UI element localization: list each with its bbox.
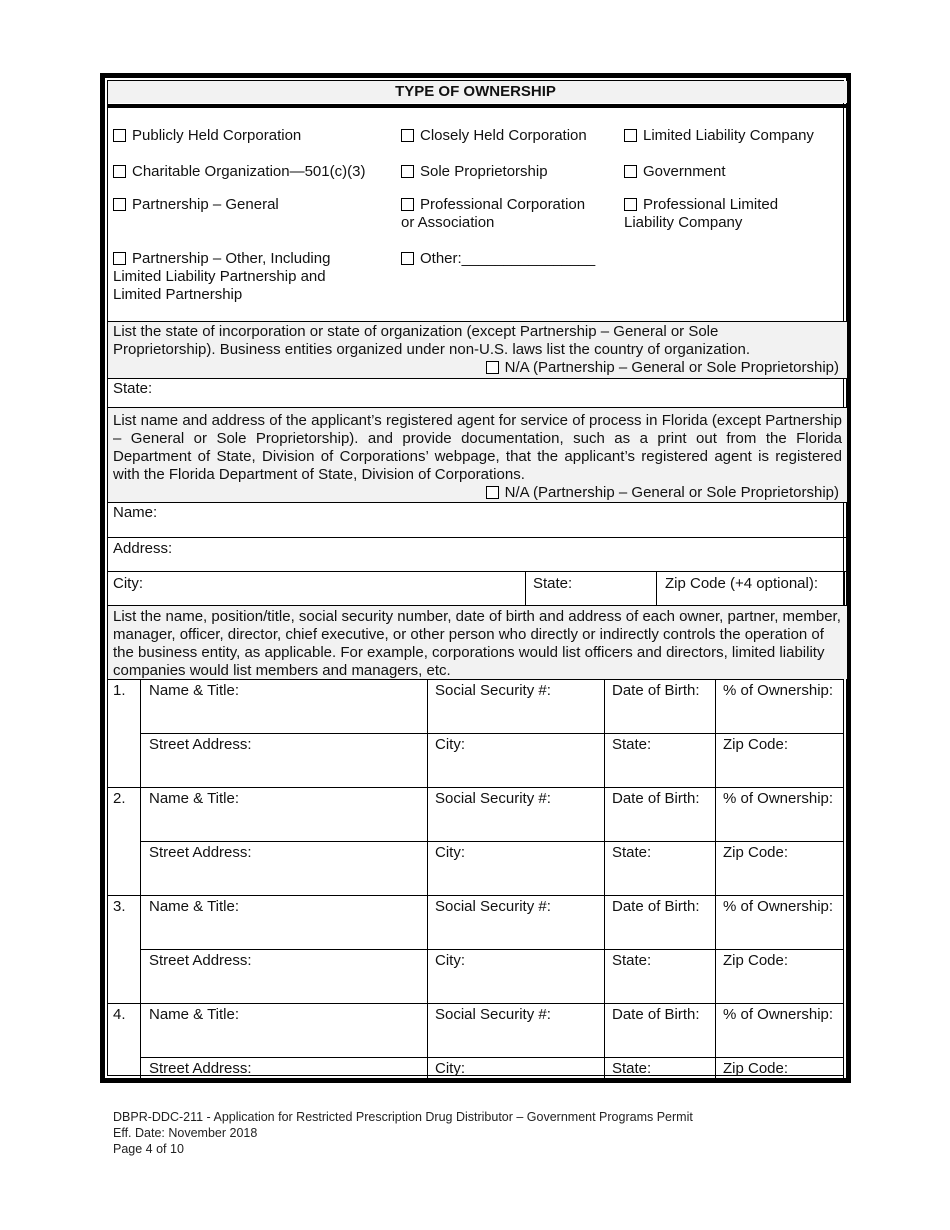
- divider: [140, 1057, 844, 1058]
- divider: [525, 571, 526, 605]
- agent-state-field[interactable]: [583, 573, 648, 601]
- divider: [715, 679, 716, 1080]
- owner-street-label: Street Address:: [149, 952, 252, 969]
- divider: [844, 571, 845, 605]
- incorporation-instructions: List the state of incorporation or state of organization (except Partnership – General or Sole Proprietorship). Business entities organized under non-U.S. laws list the country of organization.: [113, 323, 750, 358]
- incorporation-state-field[interactable]: [168, 379, 838, 399]
- agent-state-label: State:: [533, 575, 573, 592]
- divider: [108, 1003, 844, 1004]
- owner-ssn-label: Social Security #:: [435, 790, 551, 807]
- agent-address-label: Address:: [113, 540, 173, 557]
- owner-street-label: Street Address:: [149, 1060, 252, 1077]
- owner-street-label: Street Address:: [149, 736, 252, 753]
- option-publicly-held[interactable]: Publicly Held Corporation: [113, 127, 301, 145]
- option-llc[interactable]: Limited Liability Company: [624, 127, 814, 145]
- option-professional-corp-line2: or Association: [401, 214, 495, 231]
- owner-city-label: City:: [435, 952, 465, 969]
- owner-ownership-label: % of Ownership:: [723, 790, 834, 807]
- option-other[interactable]: Other:________________: [401, 250, 595, 268]
- owner-city-label: City:: [435, 844, 465, 861]
- owner-state-label: State:: [612, 736, 652, 753]
- footer-eff-date: Eff. Date: November 2018: [113, 1126, 258, 1140]
- owner-ownership-label: % of Ownership:: [723, 682, 834, 699]
- option-partnership-other-line3: Limited Partnership: [113, 286, 243, 303]
- divider: [108, 679, 844, 680]
- footer-form-id: DBPR-DDC-211 - Application for Restricted Prescription Drug Distributor – Government Programs Permit: [113, 1110, 693, 1124]
- owner-zip-label: Zip Code:: [723, 844, 789, 861]
- checkbox-icon[interactable]: [113, 252, 126, 265]
- owner-ssn-label: Social Security #:: [435, 898, 551, 915]
- owners-instructions: List the name, position/title, social security number, date of birth and address of each owner, partner, member, manager, officer, director, chief executive, or other person who directly or indirectly controls the operation of the business entity, as applicable. For example, corporations would list officers and directors, limited liability companies would list members and managers, etc.: [113, 608, 841, 679]
- divider: [108, 537, 847, 538]
- footer-page-number: Page 4 of 10: [113, 1142, 184, 1156]
- divider: [140, 733, 844, 734]
- title-divider: [108, 104, 847, 108]
- agent-zip-label: Zip Code (+4 optional):: [665, 575, 819, 592]
- checkbox-icon[interactable]: [624, 129, 637, 142]
- owner-ssn-label: Social Security #:: [435, 1006, 551, 1023]
- owner-city-label: City:: [435, 1060, 465, 1077]
- owner-dob-label: Date of Birth:: [612, 898, 700, 915]
- checkbox-icon[interactable]: [113, 198, 126, 211]
- owner-ssn-label: Social Security #:: [435, 682, 551, 699]
- agent-address-field[interactable]: [183, 539, 838, 569]
- divider: [604, 679, 605, 1080]
- option-professional-corp[interactable]: Professional Corporation: [401, 196, 585, 214]
- checkbox-icon[interactable]: [113, 165, 126, 178]
- incorporation-na-option[interactable]: N/A (Partnership – General or Sole Proprietorship): [486, 359, 839, 377]
- divider: [140, 949, 844, 950]
- agent-na-option[interactable]: N/A (Partnership – General or Sole Proprietorship): [486, 484, 839, 502]
- owner-number: 2.: [113, 790, 126, 807]
- option-professional-llc-line2: Liability Company: [624, 214, 743, 231]
- option-sole-proprietorship[interactable]: Sole Proprietorship: [401, 163, 548, 181]
- checkbox-icon[interactable]: [486, 361, 499, 374]
- divider: [427, 679, 428, 1080]
- checkbox-icon[interactable]: [113, 129, 126, 142]
- divider: [108, 895, 844, 896]
- option-partnership-other-line2: Limited Liability Partnership and: [113, 268, 326, 285]
- option-government[interactable]: Government: [624, 163, 726, 181]
- page-footer: [113, 1109, 693, 1157]
- owner-name-title-label: Name & Title:: [149, 682, 240, 699]
- owner-ownership-label: % of Ownership:: [723, 1006, 834, 1023]
- option-partnership-other[interactable]: Partnership – Other, Including: [113, 250, 330, 268]
- divider: [108, 787, 844, 788]
- divider: [843, 679, 844, 1080]
- option-partnership-general[interactable]: Partnership – General: [113, 196, 279, 214]
- checkbox-icon[interactable]: [486, 486, 499, 499]
- owner-ownership-label: % of Ownership:: [723, 898, 834, 915]
- owner-dob-label: Date of Birth:: [612, 790, 700, 807]
- checkbox-icon[interactable]: [401, 252, 414, 265]
- owner-number: 3.: [113, 898, 126, 915]
- divider: [140, 679, 141, 1080]
- divider: [108, 571, 847, 572]
- owner-number: 1.: [113, 682, 126, 699]
- checkbox-icon[interactable]: [624, 165, 637, 178]
- owner-dob-label: Date of Birth:: [612, 1006, 700, 1023]
- incorporation-state-label: State:: [113, 380, 153, 397]
- owner-name-title-label: Name & Title:: [149, 790, 240, 807]
- form-inner-border: [107, 80, 844, 1076]
- divider: [140, 841, 844, 842]
- checkbox-icon[interactable]: [401, 198, 414, 211]
- form-frame: [100, 73, 851, 1083]
- agent-city-label: City:: [113, 575, 143, 592]
- option-closely-held[interactable]: Closely Held Corporation: [401, 127, 587, 145]
- owner-zip-label: Zip Code:: [723, 1060, 789, 1077]
- agent-instructions: List name and address of the applicant’s registered agent for service of process in Florida (except Partnership – General or Sole Proprietorship). and provide documentation, such as a print out from the Florida Department of State, Division of Corporations’ webpage, that the applicant’s registered agent is registered with the Florida Department of State, Division of Corporations.: [113, 412, 842, 483]
- checkbox-icon[interactable]: [624, 198, 637, 211]
- owner-number: 4.: [113, 1006, 126, 1023]
- agent-name-label: Name:: [113, 504, 158, 521]
- checkbox-icon[interactable]: [401, 165, 414, 178]
- option-charitable[interactable]: Charitable Organization—501(c)(3): [113, 163, 365, 181]
- owner-street-label: Street Address:: [149, 844, 252, 861]
- section-title: TYPE OF OWNERSHIP: [395, 83, 556, 100]
- owner-state-label: State:: [612, 952, 652, 969]
- option-professional-llc[interactable]: Professional Limited: [624, 196, 778, 214]
- agent-city-field[interactable]: [153, 573, 518, 601]
- owner-zip-label: Zip Code:: [723, 736, 789, 753]
- owner-zip-label: Zip Code:: [723, 952, 789, 969]
- owner-name-title-label: Name & Title:: [149, 1006, 240, 1023]
- divider: [656, 571, 657, 605]
- owner-state-label: State:: [612, 844, 652, 861]
- owner-name-title-label: Name & Title:: [149, 898, 240, 915]
- owner-city-label: City:: [435, 736, 465, 753]
- checkbox-icon[interactable]: [401, 129, 414, 142]
- owner-dob-label: Date of Birth:: [612, 682, 700, 699]
- owner-state-label: State:: [612, 1060, 652, 1077]
- agent-name-field[interactable]: [168, 503, 838, 533]
